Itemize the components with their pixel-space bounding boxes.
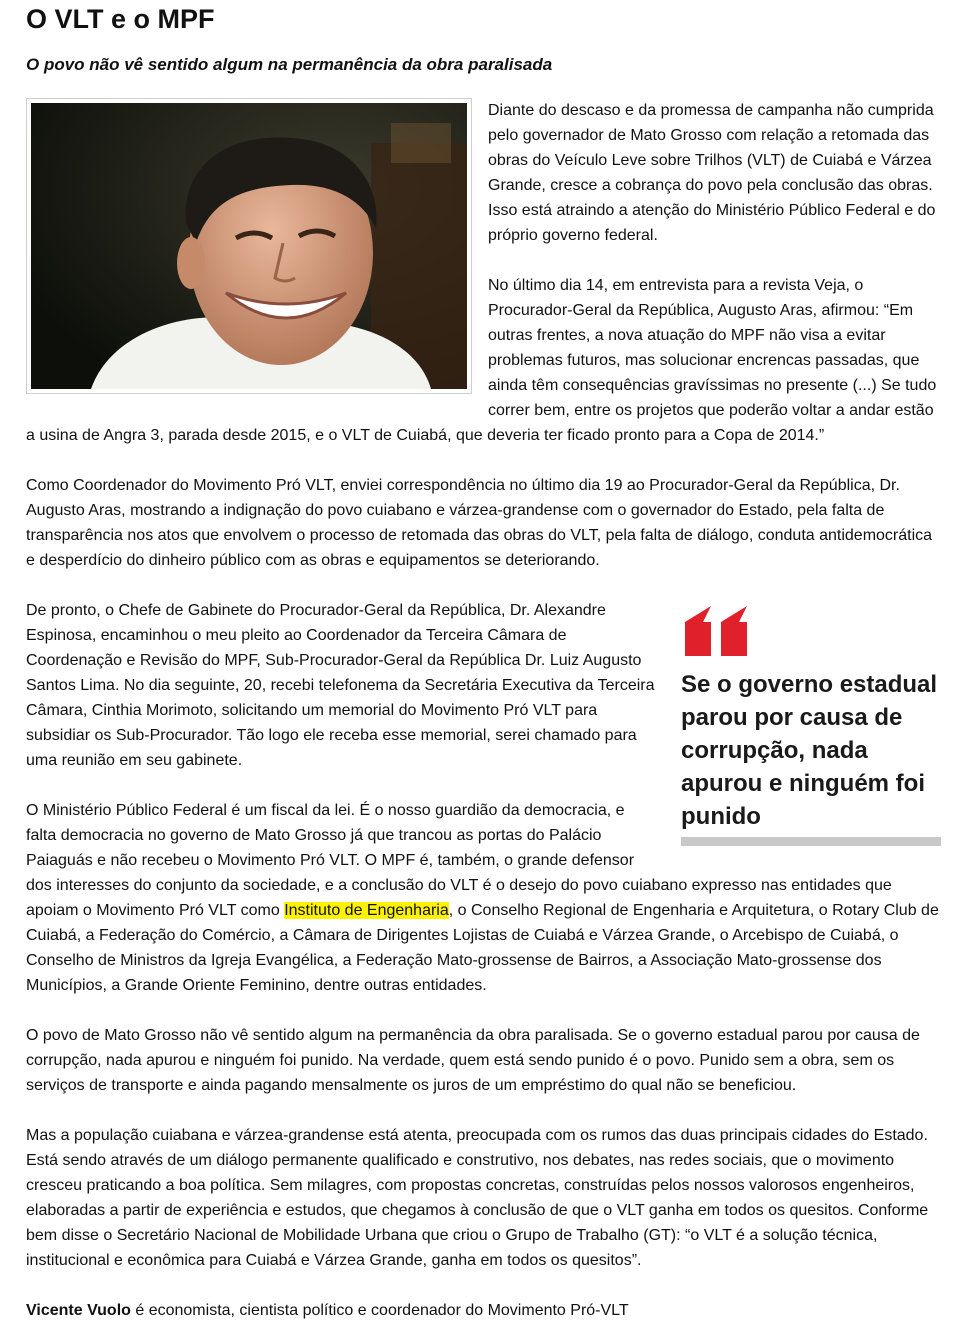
paragraph-6: O povo de Mato Grosso não vê sentido algum na permanência da obra paralisada. Se o governo estadual parou por causa de corrupção, nada apurou e ninguém foi punido. Na verdade, quem está sendo punido é o povo. Punido sem a obra, sem os serviços de transporte e ainda pagando mensalmente os juros de um empréstimo do qual não se beneficiou. bbox=[26, 1027, 920, 1094]
pull-quote-underline bbox=[681, 837, 941, 846]
author-line bbox=[26, 1298, 941, 1323]
author-name: Vicente Vuolo bbox=[26, 1302, 131, 1319]
article-subtitle: O povo não vê sentido algum na permanência da obra paralisada bbox=[26, 55, 553, 74]
quote-mark-icon bbox=[681, 602, 751, 660]
article-title: O VLT e o MPF bbox=[26, 4, 215, 34]
pull-quote bbox=[681, 602, 941, 846]
paragraph-5-text-b: , o Conselho Regional de Engenharia e Arquitetura, o Rotary Club de Cuiabá, a Federação do Comércio, a Câmara de Dirigentes Lojistas de Cuiabá e Várzea Grande, o Arcebispo de Cuiabá, o Conselho de Ministros da Igreja Evangélica, a Federação Mato-grossense de Bairros, a Associação Mato-grossense dos Municípios, a Grande Oriente Feminino, dentre outras entidades. bbox=[26, 902, 939, 994]
paragraph-2: No último dia 14, em entrevista para a revista Veja, o Procurador-Geral da República, Augusto Aras, afirmou: “Em outras frentes, a nova atuação do MPF não visa a evitar problemas futuros, mas solucionar encrencas passadas, que ainda têm consequências gravíssimas no presente (...) Se tudo correr bem, entre os projetos que poderão voltar a andar estão a usina de Angra 3, parada desde 2015, e o VLT de Cuiabá, que deveria ter ficado pronto para a Copa de 2014.” bbox=[26, 277, 937, 444]
pull-quote-text: Se o governo estadual parou por causa de corrupção, nada apurou e ninguém foi punido bbox=[681, 671, 938, 830]
article-body bbox=[26, 98, 941, 1323]
paragraph-3: Como Coordenador do Movimento Pró VLT, enviei correspondência no último dia 19 ao Procurador-Geral da República, Dr. Augusto Aras, mostrando a indignação do povo cuiabano e várzea-grandense com o governador do Estado, pela falta de transparência nos atos que envolvem o processo de retomada das obras do VLT, pela falta de diálogo, conduta antidemocrática e desperdício do dinheiro público com as obras e equipamentos se deteriorando. bbox=[26, 477, 933, 569]
paragraph-5-text-a: O Ministério Público Federal é um fiscal da lei. É o nosso guardião da democracia, e falta democracia no governo de Mato Grosso já que trancou as portas do Palácio Paiaguás e não recebeu o Movimento Pró VLT. O MPF é, também, o grande defensor dos interesses do conjunto da sociedade, e a conclusão do VLT é o desejo do povo cuiabano expresso nas entidades que apoiam o Movimento Pró VLT como bbox=[26, 802, 892, 919]
author-photo bbox=[31, 103, 467, 389]
author-bio: é economista, cientista político e coordenador do Movimento Pró-VLT bbox=[130, 1302, 629, 1319]
paragraph-4: De pronto, o Chefe de Gabinete do Procurador-Geral da República, Dr. Alexandre Espinosa, encaminhou o meu pleito ao Coordenador da Terceira Câmara de Coordenação e Revisão do MPF, Sub-Procurador-Geral da República Dr. Luiz Augusto Santos Lima. No dia seguinte, 20, recebi telefonema da Secretária Executiva da Terceira Câmara, Cinthia Morimoto, solicitando um memorial do Movimento Pró VLT para subsidiar os Sub-Procurador. Tão logo ele receba esse memorial, serei chamado para uma reunião em seu gabinete. bbox=[26, 602, 655, 769]
author-photo-frame bbox=[26, 98, 472, 394]
paragraph-1: Diante do descaso e da promessa de campanha não cumprida pelo governador de Mato Grosso com relação a retomada das obras do Veículo Leve sobre Trilhos (VLT) de Cuiabá e Várzea Grande, cresce a cobrança do povo pela conclusão das obras. Isso está atraindo a atenção do Ministério Público Federal e do próprio governo federal. bbox=[488, 102, 936, 244]
paragraph-7: Mas a população cuiabana e várzea-grandense está atenta, preocupada com os rumos das duas principais cidades do Estado. Está sendo através de um diálogo permanente qualificado e construtivo, nos debates, nas redes sociais, que o movimento cresceu praticando a boa política. Sem milagres, com propostas concretas, construídas pelos nossos valorosos engenheiros, elaboradas a partir de experiência e estudos, que chegamos à conclusão de que o VLT ganha em todos os quesitos. Conforme bem disse o Secretário Nacional de Mobilidade Urbana que criou o Grupo de Trabalho (GT): “o VLT é a solução técnica, institucional e econômica para Cuiabá e Várzea Grande, ganha em todos os quesitos”. bbox=[26, 1127, 929, 1269]
instituto-engenharia-link[interactable]: Instituto de Engenharia bbox=[284, 902, 449, 919]
